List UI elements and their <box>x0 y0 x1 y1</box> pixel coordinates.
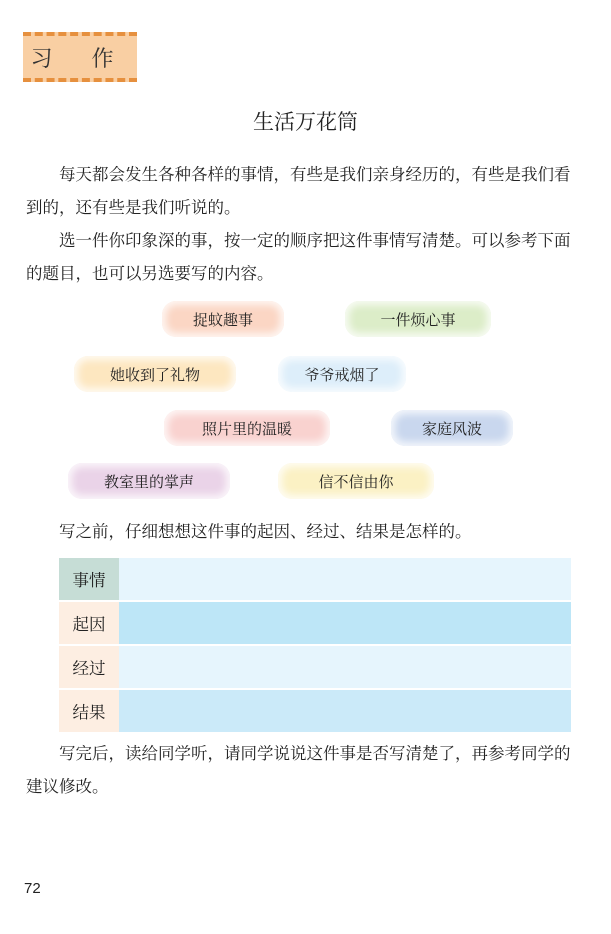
planning-paragraph: 写之前，仔细想想这件事的起因、经过、结果是怎样的。 <box>59 522 472 541</box>
page-number: 72 <box>24 880 41 897</box>
section-badge: 习 作 <box>23 32 137 82</box>
process-cell <box>119 646 571 688</box>
instruction-paragraph: 选一件你印象深的事，按一定的顺序把这件事情写清楚。可以参考下面的题目，也可以另选要写的内容。 <box>26 231 571 283</box>
row-label-cause: 起因 <box>59 602 119 644</box>
topic-tag: 爷爷戒烟了 <box>278 356 406 392</box>
story-structure-table <box>59 556 571 734</box>
topic-tag: 捉蚊趣事 <box>162 301 284 337</box>
lesson-title: 生活万花筒 <box>253 110 358 134</box>
intro-paragraph: 每天都会发生各种各样的事情，有些是我们亲身经历的，有些是我们看到的，还有些是我们听说的。 <box>26 165 571 217</box>
topic-tag: 信不信由你 <box>278 463 434 499</box>
result-cell <box>119 690 571 732</box>
topic-tag: 教室里的掌声 <box>68 463 230 499</box>
row-label-result: 结果 <box>59 690 119 732</box>
event-cell <box>119 558 571 600</box>
topic-tag: 一件烦心事 <box>345 301 491 337</box>
topic-tag: 照片里的温暖 <box>164 410 330 446</box>
row-label-process: 经过 <box>59 646 119 688</box>
topic-tag: 家庭风波 <box>391 410 513 446</box>
topic-tag: 她收到了礼物 <box>74 356 236 392</box>
row-label-event: 事情 <box>59 558 119 600</box>
cause-cell <box>119 602 571 644</box>
revision-paragraph: 写完后，读给同学听，请同学说说这件事是否写清楚了，再参考同学的建议修改。 <box>26 744 571 796</box>
